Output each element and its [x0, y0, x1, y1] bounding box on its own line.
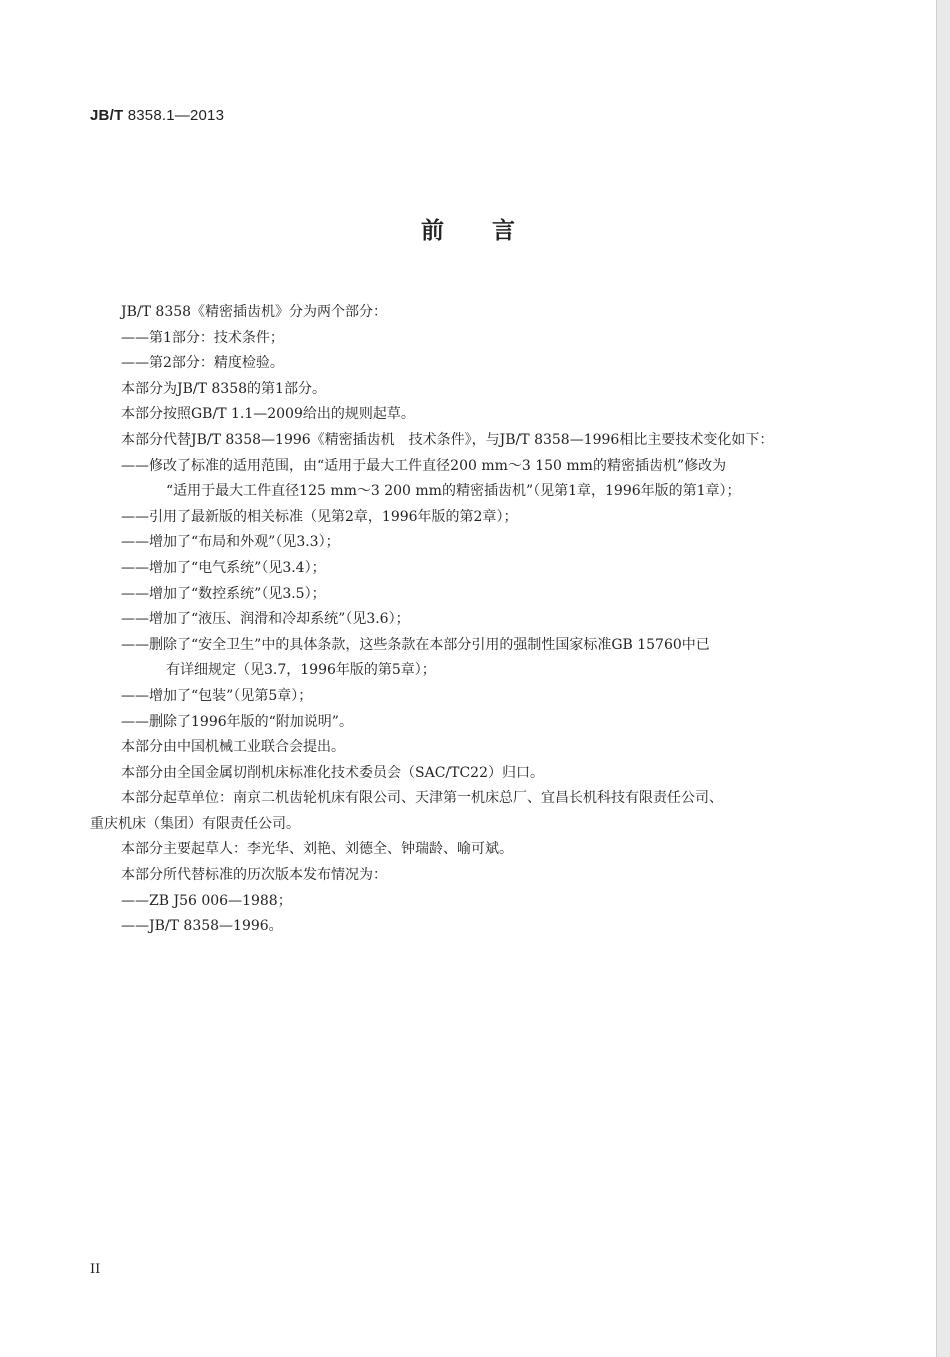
list-item: ——JB/T 8358—1996。: [121, 918, 283, 935]
list-item: ——增加了“布局和外观”（见3.3）；: [121, 534, 340, 551]
list-item: ——ZB J56 006—1988；: [121, 892, 292, 909]
paragraph: 本部分由中国机械工业联合会提出。: [121, 739, 345, 756]
list-item: ——第1部分：技术条件；: [121, 329, 284, 346]
paragraph-continued: 重庆机床（集团）有限责任公司。: [90, 815, 300, 832]
list-item-continued: 有详细规定（见3.7，1996年版的第5章）；: [166, 662, 436, 679]
list-item: ——增加了“液压、润滑和冷却系统”（见3.6）；: [121, 611, 410, 628]
page-number: II: [90, 1262, 101, 1277]
paragraph: 本部分所代替标准的历次版本发布情况为：: [121, 867, 387, 884]
paragraph: 本部分由全国金属切削机床标准化技术委员会（SAC/TC22）归口。: [121, 764, 544, 781]
list-item: ——删除了1996年版的“附加说明”。: [121, 713, 353, 730]
paragraph: JB/T 8358《精密插齿机》分为两个部分：: [121, 304, 388, 320]
paragraph: 本部分起草单位：南京二机齿轮机床有限公司、天津第一机床总厂、宜昌长机科技有限责任公司、: [121, 790, 723, 807]
list-item: ——引用了最新版的相关标准（见第2章，1996年版的第2章）；: [121, 508, 518, 525]
standard-prefix: JB/T: [90, 107, 124, 124]
standard-number-value: 8358.1—2013: [127, 107, 225, 124]
list-item: ——增加了“包装”（见第5章）；: [121, 687, 313, 704]
list-item: ——删除了“安全卫生”中的具体条款，这些条款在本部分引用的强制性国家标准GB 15760中已: [121, 636, 710, 653]
paragraph: 本部分按照GB/T 1.1—2009给出的规则起草。: [121, 406, 415, 423]
list-item-continued: “适用于最大工件直径125 mm～3 200 mm的精密插齿机”（见第1章，1996年版的第1章）；: [166, 483, 741, 500]
paragraph: 本部分为JB/T 8358的第1部分。: [121, 380, 326, 397]
list-item: ——第2部分：精度检验。: [121, 355, 284, 372]
foreword-body: [90, 300, 850, 940]
paragraph: 本部分主要起草人：李光华、刘艳、刘德全、钟瑞龄、喻可斌。: [121, 841, 513, 858]
page-title: 前言: [421, 218, 563, 244]
paragraph: 本部分代替JB/T 8358—1996《精密插齿机 技术条件》，与JB/T 8358—1996相比主要技术变化如下：: [121, 431, 774, 448]
list-item: ——修改了标准的适用范围，由“适用于最大工件直径200 mm～3 150 mm的精密插齿机”修改为: [121, 457, 727, 474]
standard-number: [90, 107, 224, 124]
list-item: ——增加了“电气系统”（见3.4）；: [121, 559, 326, 576]
list-item: ——增加了“数控系统”（见3.5）；: [121, 585, 326, 602]
